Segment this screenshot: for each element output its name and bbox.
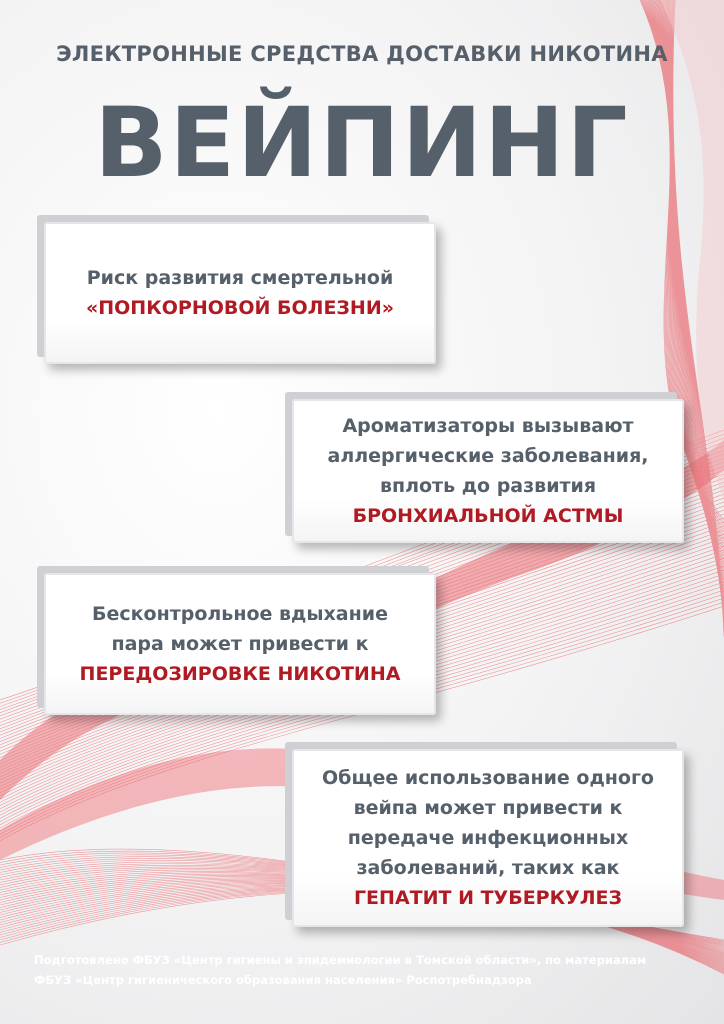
card-text-line: вейпа может привести к <box>353 797 623 819</box>
card-text-line: Бесконтрольное вдыхание <box>92 603 388 625</box>
card-text-line: вплоть до развития <box>379 475 597 497</box>
card-text-line: аллергические заболевания, <box>327 445 649 467</box>
card-highlight: БРОНХИАЛЬНОЙ АСТМЫ <box>352 505 624 527</box>
card-text-line: Общее использование одного <box>322 767 654 789</box>
info-card-infections <box>292 749 684 927</box>
info-card-nicotine-overdose <box>44 573 436 715</box>
footer-credits <box>34 950 704 990</box>
info-card-asthma <box>292 399 684 543</box>
card-highlight: ПЕРЕДОЗИРОВКЕ НИКОТИНА <box>79 663 401 685</box>
page-title: ВЕЙПИНГ <box>94 87 630 199</box>
card-highlight: «ПОПКОРНОВОЙ БОЛЕЗНИ» <box>85 297 394 319</box>
footer-line: ФБУЗ «Центр гигиенического образования населения» Роспотребнадзора <box>34 973 532 987</box>
footer-line: Подготовлено ФБУЗ «Центр гигиены и эпидемиологии в Томской области», по материалам <box>34 953 647 967</box>
info-card-popcorn-lung <box>44 222 436 364</box>
card-text-line: пара может привести к <box>111 633 369 655</box>
card-text-line: передаче инфекционных <box>347 827 629 849</box>
card-text-line: Риск развития смертельной <box>86 267 394 289</box>
page-subtitle: ЭЛЕКТРОННЫЕ СРЕДСТВА ДОСТАВКИ НИКОТИНА <box>56 42 668 66</box>
card-text-line: заболеваний, таких как <box>356 857 620 879</box>
card-text-line: Ароматизаторы вызывают <box>342 415 634 437</box>
card-highlight: ГЕПАТИТ И ТУБЕРКУЛЕЗ <box>353 887 623 909</box>
